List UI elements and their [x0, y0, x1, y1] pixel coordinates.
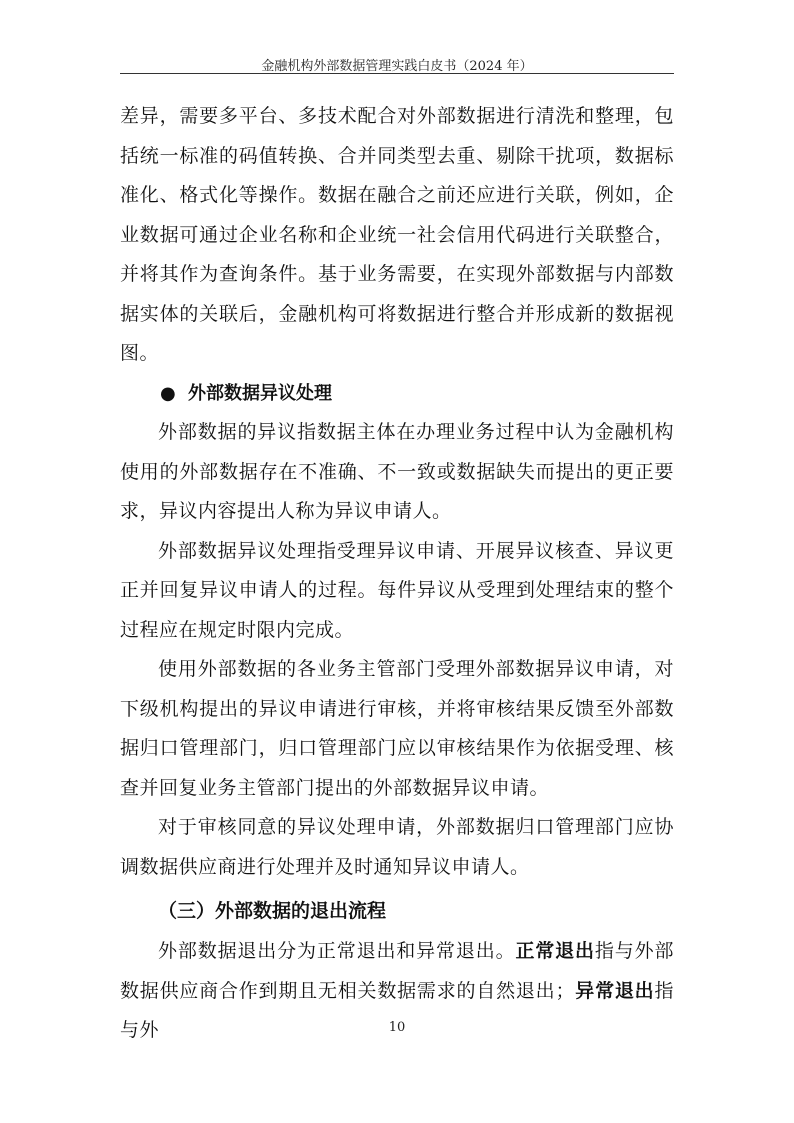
- paragraph-department-review: 使用外部数据的各业务主管部门受理外部数据异议申请，对下级机构提出的异议申请进行审核，并将审核结果反馈至外部数据归口管理部门，归口管理部门应以审核结果作为依据受理、核查并回复业务主管部门提出的外部数据异议申请。: [120, 658, 674, 799]
- term-normal-exit: 正常退出: [515, 940, 595, 962]
- paragraph-objection-process: 外部数据异议处理指受理异议申请、开展异议核查、异议更正并回复异议申请人的过程。每件异议从受理到处理结束的整个过程应在规定时限内完成。: [120, 539, 674, 641]
- bullet-icon: ●: [160, 382, 176, 404]
- exit-types-text-2: 指与外部数据供应商合作到期且无相关数据需求的自然退出；: [120, 940, 674, 1002]
- page-number: 10: [388, 1020, 406, 1035]
- bullet-heading-text: 外部数据异议处理: [188, 382, 332, 404]
- bullet-heading-objection-handling: [120, 374, 674, 414]
- paragraph-objection-definition: 外部数据的异议指数据主体在办理业务过程中认为金融机构使用的外部数据存在不准确、不一致或数据缺失而提出的更正要求，异议内容提出人称为异议申请人。: [120, 421, 674, 522]
- paragraph-data-fusion: 差异，需要多平台、多技术配合对外部数据进行清洗和整理，包括统一标准的码值转换、合并同类型去重、剔除干扰项，数据标准化、格式化等操作。数据在融合之前还应进行关联，例如，企业数据可通过企业名称和企业统一社会信用代码进行关联整合，并将其作为查询条件。基于业务需要，在实现外部数据与内部数据实体的关联后，金融机构可将数据进行整合并形成新的数据视图。: [120, 105, 674, 364]
- page-body: [120, 97, 674, 1051]
- exit-types-text-3: 指与外: [120, 979, 674, 1041]
- running-header: 金融机构外部数据管理实践白皮书（2024 年）: [261, 59, 533, 74]
- section-heading-exit-process: （三）外部数据的退出流程: [158, 900, 387, 922]
- header-divider: [120, 73, 674, 74]
- exit-types-text-1: 外部数据退出分为正常退出和异常退出。: [158, 940, 516, 962]
- term-abnormal-exit: 异常退出: [574, 979, 655, 1002]
- paragraph-supplier-coordination: 对于审核同意的异议处理申请，外部数据归口管理部门应协调数据供应商进行处理并及时通知异议申请人。: [120, 816, 674, 878]
